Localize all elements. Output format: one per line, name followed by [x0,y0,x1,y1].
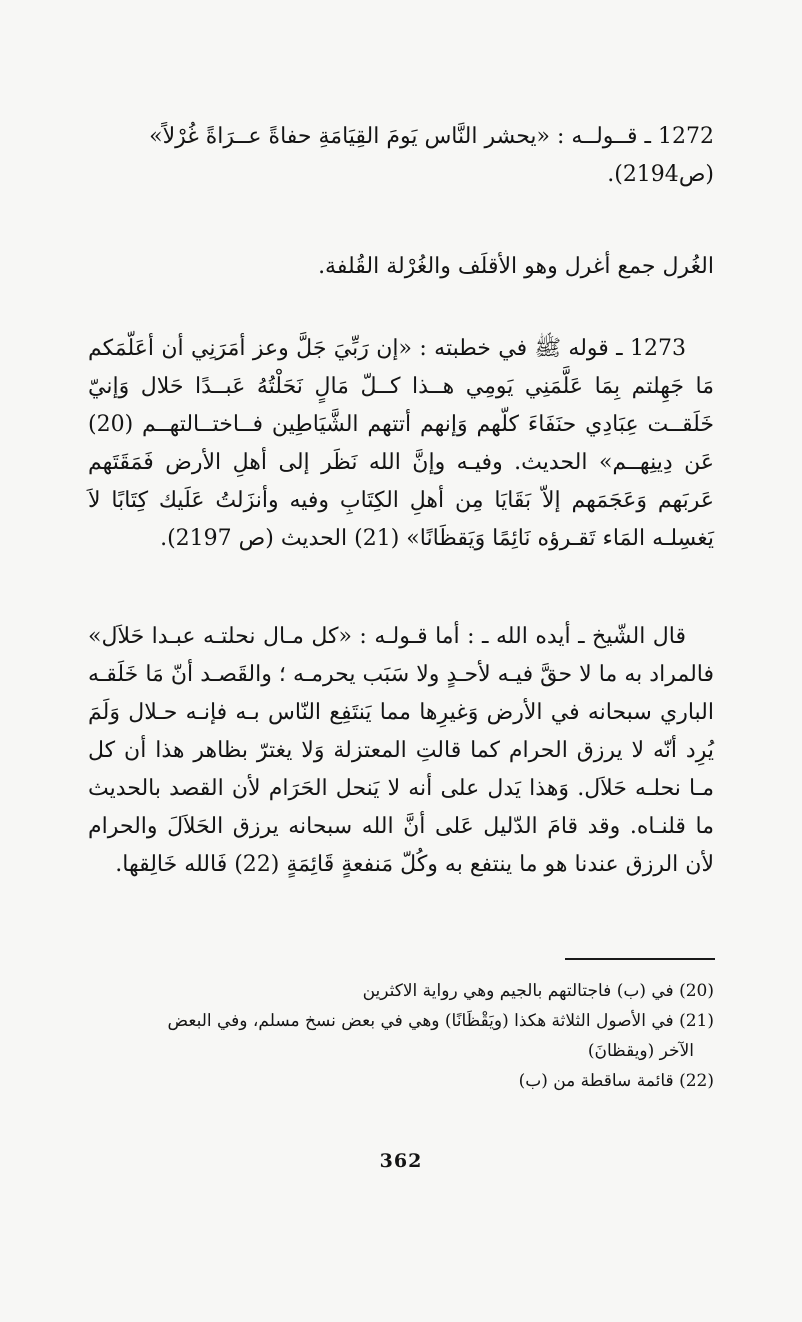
footnote-22: (22) قائمة ساقطة من (ب) [518,1071,714,1091]
footnotes [88,976,714,1096]
page-number: 362 [379,1150,423,1172]
ghurl-definition: الغُرل جمع أغرل وهو الأقلَف والغُرْلة القُلفة. [318,254,714,279]
entry-1272-line1: 1272 ـ قــولــه : «يحشر النَّاس يَومَ القِيَامَةِ حفاةً عــرَاةً غُرْلاً» [149,124,714,149]
entry-1273: 1273 ـ قوله ﷺ في خطبته : «إن رَبِّيَ جَلَّ وعز أمَرَنِي أن أعَلّمَكم مَا جَهِلتم بِمَا عَلَّمَنِي يَومِي هــذا كــلّ مَالٍ نَحَلْتُهُ عَبــدًا حَلال وَإنيّ خَلَقــت عِبَادِي حنَفَاءَ كلّهم وَإنهم أتتهم الشَّيَاطِين فــاختــالتهــم (20) عَن دِينِهــم» الحديث. وفيـه وإنَّ الله نَظَر إلى أهلِ الأرض فَمَقَتَهم عَربَهم وَعَجَمَهم إلاّ بَقَايَا مِن أهلِ الكِتَابِ وفيه وأنزَلتُ عَلَيك كِتَابًا لاَ يَغسِلـه المَاء تَقـرؤه نَائِمًا وَيَقظَانًا» (21) الحديث (ص 2197). [88,336,714,551]
entry-1272-line2: (ص2194). [607,162,714,187]
sheikh-commentary: قال الشّيخ ـ أيده الله ـ : أما قـولـه : «كل مـال نحلتـه عبـدا حَلاَل» فالمراد به ما لا حقَّ فيـه لأحـدٍ ولا سَبَب يحرمـه ؛ والقَصـد أنّ مَا خَلَقـه الباري سبحانه في الأرض وَغيرِها مما يَنتَفِع النّاس بـه فإنـه حـلال وَلَمَ يُرِد أنّه لا يرزق الحرام كما قالتِ المعتزلة وَلا يغترّ بظاهر هذا أن كل مـا نحلـه حَلاَل. وَهذا يَدل على أنه لا يَنحل الحَرَام لأن القصد بالحديث ما قلنـاه. وقد قامَ الدّليل عَلى أنَّ الله سبحانه يرزق الحَلاَلَ والحرام لأن الرزق عندنا هو ما ينتفع به وكُلّ مَنفعةٍ قَائِمَةٍ (22) فَالله خَالِقها. [88,624,714,877]
footnote-20: (20) في (ب) فاجتالتهم بالجيم وهي رواية الاكثرين [362,981,714,1001]
footnote-divider [565,958,715,960]
footnote-21-continuation: الآخر (ويقظانَ) [587,1041,694,1061]
entry-1272 [88,118,714,194]
footnote-21: (21) في الأصول الثلاثة هكذا (ويَقْظَانًا) وهي في بعض نسخ مسلم، وفي البعض [167,1011,714,1031]
